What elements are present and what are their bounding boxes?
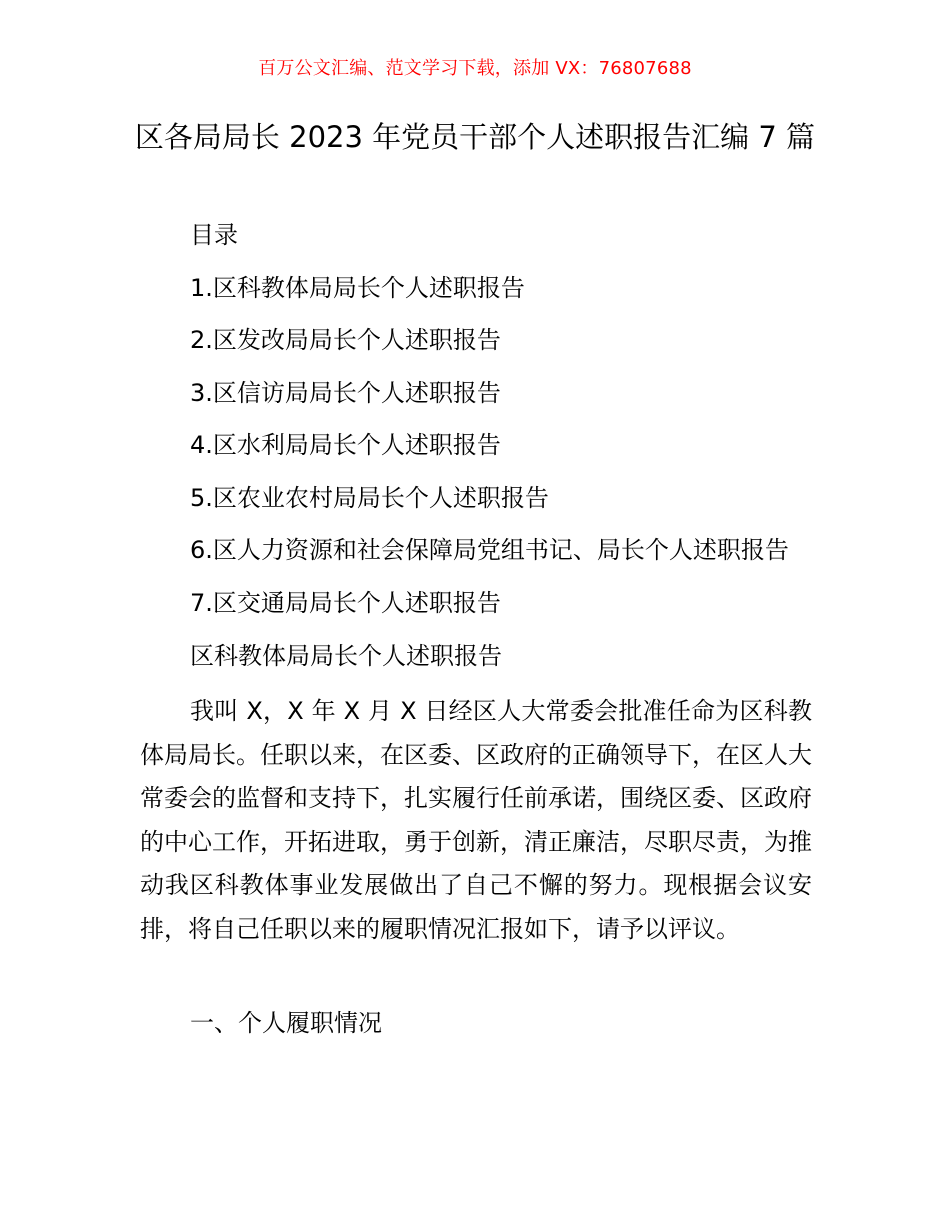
toc-item: 1.区科教体局局长个人述职报告	[190, 273, 525, 302]
subheading: 一、个人履职情况	[190, 1009, 382, 1037]
toc-heading: 目录	[190, 221, 238, 249]
toc-item: 4.区水利局局长个人述职报告	[190, 431, 501, 459]
section-title: 区科教体局局长个人述职报告	[190, 642, 502, 670]
toc-item: 6.区人力资源和社会保障局党组书记、局长个人述职报告	[190, 536, 789, 564]
body-paragraph: 我叫 X，X 年 X 月 X 日经区人大常委会批准任命为区科教体局局长。任职以来，在区委、区政府的正确领导下，在区人大常委会的监督和支持下，扎实履行任前承诺，围绕区委、区政府的中心工作，开拓进取，勇于创新，清正廉洁，尽职尽责，为推动我区科教体事业发展做出了自己不懈的努力。现根据会议安排，将自己任职以来的履职情况汇报如下，请予以评议。	[140, 697, 812, 943]
toc-item: 5.区农业农村局局长个人述职报告	[190, 483, 549, 512]
toc-item: 3.区信访局局长个人述职报告	[190, 378, 501, 407]
table-of-contents	[190, 215, 830, 635]
document-title: 区各局局长 2023 年党员干部个人述职报告汇编 7 篇	[134, 120, 816, 154]
toc-item: 7.区交通局局长个人述职报告	[190, 588, 501, 617]
toc-item: 2.区发改局局长个人述职报告	[190, 326, 501, 354]
header-banner: 百万公文汇编、范文学习下载，添加 VX：76807688	[258, 58, 692, 79]
